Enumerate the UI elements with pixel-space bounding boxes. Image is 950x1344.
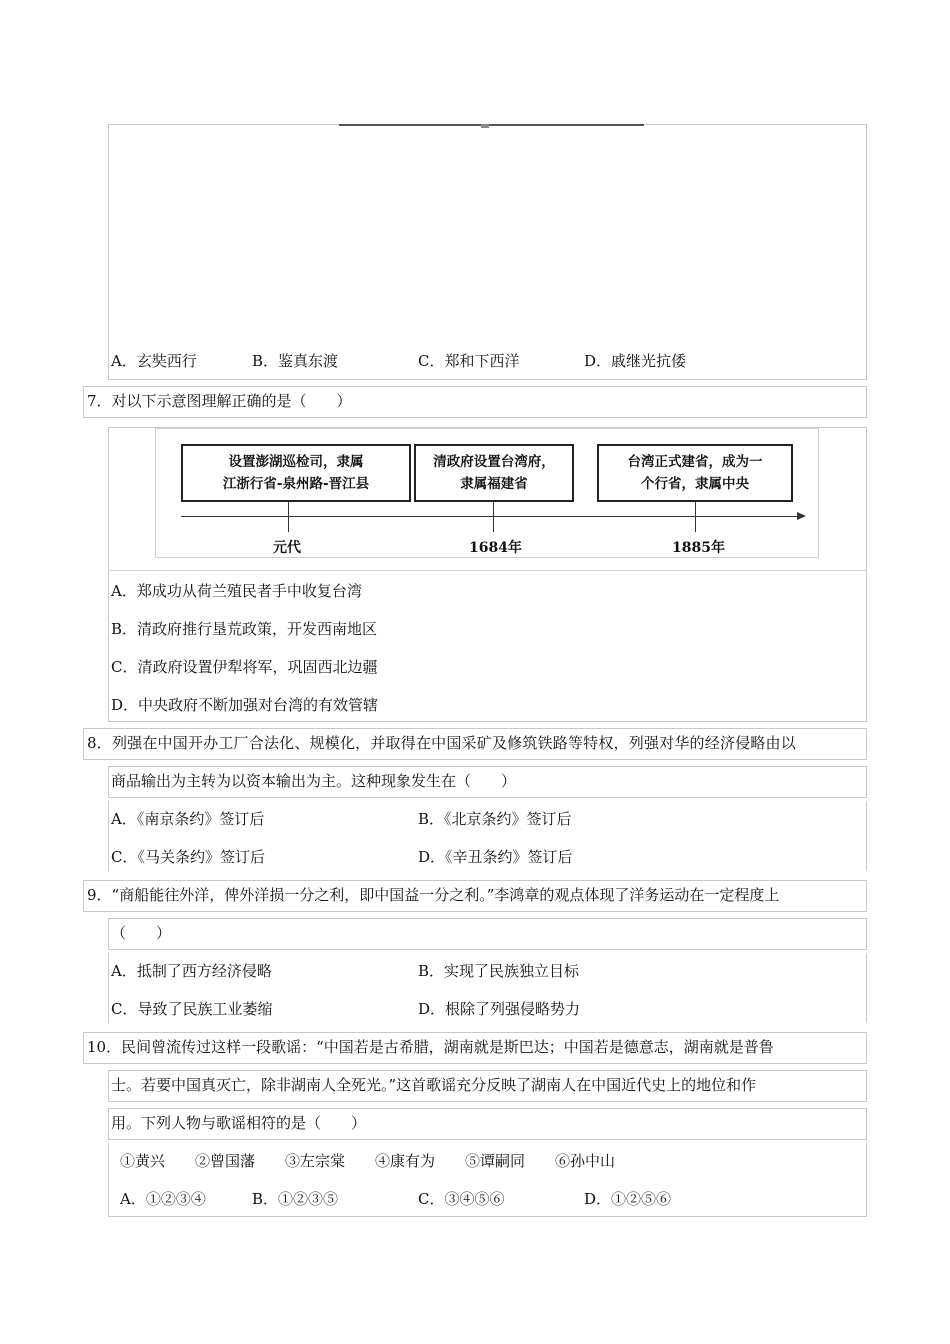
q10-stem-line2: 士。若要中国真灭亡，除非湖南人全死光。”这首歌谣充分反映了湖南人在中国近代史上的地位和作 (111, 1076, 757, 1094)
timeline-event-2-line2: 隶属福建省 (460, 476, 528, 492)
q8-option-a: A．《南京条约》签订后 (111, 810, 265, 828)
q10-option-d: D．①②⑤⑥ (584, 1190, 672, 1208)
timeline-label-3: 1885年 (672, 540, 725, 556)
q7-divider (108, 570, 867, 571)
timeline-axis (181, 516, 801, 517)
q8-option-b: B．《北京条约》签订后 (418, 810, 572, 828)
timeline-event-box-1 (181, 444, 411, 502)
timeline-event-box-2 (414, 444, 574, 502)
q6-image-top-edge (339, 124, 644, 126)
q10-option-c: C．③④⑤⑥ (418, 1190, 505, 1208)
q10-option-a: A．①②③④ (120, 1190, 206, 1208)
q6-image-top-marker (481, 124, 489, 128)
q7-option-c: C．清政府设置伊犁将军，巩固西北边疆 (111, 658, 378, 676)
timeline-tick-1 (288, 502, 289, 532)
q6-image-box (108, 124, 867, 380)
timeline-event-1-line2: 江浙行省-泉州路-晋江县 (222, 476, 370, 492)
q10-people-list: ①黄兴 ②曾国藩 ③左宗棠 ④康有为 ⑤谭嗣同 ⑥孙中山 (120, 1152, 616, 1170)
timeline-label-1: 元代 (273, 540, 301, 556)
timeline-tick-3 (695, 502, 696, 532)
q7-stem: 7．对以下示意图理解正确的是（ ） (87, 392, 352, 410)
q10-option-b: B．①②③⑤ (252, 1190, 339, 1208)
q10-stem-line1: 10．民间曾流传过这样一段歌谣：“中国若是古希腊，湖南就是斯巴达；中国若是德意志，湖南就是普鲁 (87, 1038, 774, 1056)
timeline-label-2: 1684年 (469, 540, 522, 556)
q6-option-c: C．郑和下西洋 (418, 352, 520, 370)
timeline-event-box-3 (597, 444, 793, 502)
q7-option-a: A．郑成功从荷兰殖民者手中收复台湾 (111, 582, 362, 600)
timeline-arrow-icon (797, 512, 806, 520)
q9-option-d: D．根除了列强侵略势力 (418, 1000, 581, 1018)
q7-timeline-figure (155, 428, 819, 558)
timeline-tick-2 (493, 502, 494, 532)
q8-stem-line2: 商品输出为主转为以资本输出为主。这种现象发生在（ ） (111, 772, 517, 790)
q9-stem-line1: 9．“商船能往外洋，俾外洋损一分之利，即中国益一分之利。”李鸿章的观点体现了洋务运动在一定程度上 (87, 886, 780, 904)
q7-option-d: D．中央政府不断加强对台湾的有效管辖 (111, 696, 379, 714)
timeline-event-1-line1: 设置澎湖巡检司，隶属 (228, 454, 364, 470)
q6-option-b: B．鉴真东渡 (252, 352, 339, 370)
q7-option-b: B．清政府推行垦荒政策，开发西南地区 (111, 620, 378, 638)
q9-option-b: B．实现了民族独立目标 (418, 962, 580, 980)
timeline-event-3-line2: 个行省，隶属中央 (641, 476, 749, 492)
q9-option-a: A．抵制了西方经济侵略 (111, 962, 272, 980)
q9-stem-box-2 (108, 918, 867, 950)
q8-option-d: D．《辛丑条约》签订后 (418, 848, 573, 866)
q6-option-a: A．玄奘西行 (111, 352, 197, 370)
timeline-event-2-line1: 清政府设置台湾府， (433, 454, 555, 470)
q8-option-c: C．《马关条约》签订后 (111, 848, 265, 866)
q8-stem-line1: 8．列强在中国开办工厂合法化、规模化，并取得在中国采矿及修筑铁路等特权，列强对华的经济侵略由以 (87, 734, 796, 752)
q9-stem-line2: （ ） (111, 924, 172, 942)
q10-stem-line3: 用。下列人物与歌谣相符的是（ ） (111, 1114, 367, 1132)
timeline-event-3-line1: 台湾正式建省，成为一 (627, 454, 763, 470)
q6-option-d: D．戚继光抗倭 (584, 352, 687, 370)
q9-option-c: C．导致了民族工业萎缩 (111, 1000, 273, 1018)
